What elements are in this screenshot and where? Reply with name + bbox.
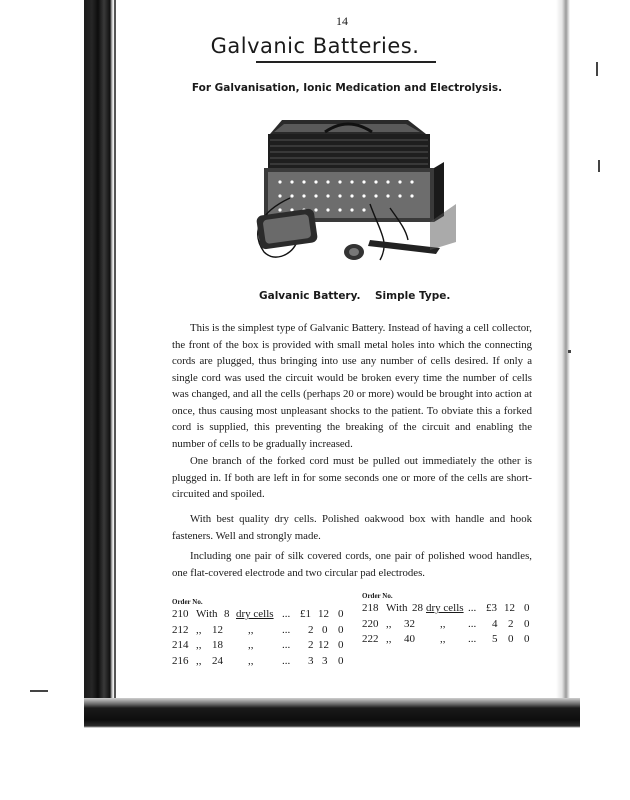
- order-number: 218: [362, 602, 379, 614]
- order-pounds: 5: [492, 633, 498, 645]
- order-count: 32: [404, 617, 415, 630]
- order-header: Order No.: [362, 592, 393, 600]
- order-count: 28: [412, 602, 423, 614]
- accessories-paragraph: Including one pair of silk covered cords, one pair of polished wood handles, one flat-covered electrode and two circular pad electrodes.: [172, 550, 532, 579]
- order-cells: dry cells: [426, 602, 464, 614]
- order-dots: ...: [282, 639, 291, 651]
- page-number: 14: [336, 14, 348, 28]
- order-dots: ...: [282, 623, 291, 636]
- order-pence: 0: [338, 654, 344, 667]
- order-with: ,,: [386, 633, 392, 645]
- order-pounds: £1: [300, 608, 311, 620]
- scan-left-rule: [114, 0, 116, 712]
- order-row: [172, 608, 362, 624]
- order-pence: 0: [338, 639, 344, 651]
- order-pence: 0: [524, 617, 530, 630]
- order-cells: ,,: [248, 654, 254, 667]
- order-with: With: [196, 608, 218, 620]
- illustration-caption-left: Galvanic Battery.: [259, 290, 361, 302]
- scan-mark: [30, 690, 48, 692]
- order-header: Order No.: [172, 598, 203, 606]
- order-row: [362, 618, 542, 634]
- order-with: ,,: [196, 623, 202, 636]
- order-shillings: 12: [318, 608, 329, 620]
- order-count: 24: [212, 654, 223, 667]
- title-underline: [256, 61, 436, 63]
- galvanic-battery-illustration: [230, 112, 460, 272]
- page-subtitle: For Galvanisation, Ionic Medication and Electrolysis.: [191, 82, 503, 94]
- order-count: 18: [212, 639, 223, 651]
- order-pounds: £3: [486, 602, 497, 614]
- order-shillings: 12: [318, 639, 329, 651]
- order-with: ,,: [196, 639, 202, 651]
- order-table-left: [172, 598, 362, 670]
- order-with: ,,: [386, 617, 392, 630]
- order-dots: ...: [468, 617, 477, 630]
- order-pence: 0: [338, 623, 344, 636]
- order-row: [362, 633, 542, 649]
- order-number: 222: [362, 633, 379, 645]
- order-shillings: 12: [504, 602, 515, 614]
- scan-mark: [598, 160, 600, 172]
- order-count: 12: [212, 623, 223, 636]
- description-paragraph: This is the simplest type of Galvanic Battery. Instead of having a cell collector, the front of the box is provided with small metal holes into which the connecting cords are plugged, thus bringing into use any number of cells desired. If only a single cord was used the circuit would be broken every time the number of cells was changed, and all the cells (perhaps 20 or more) would be brought into action at once, thus causing most unpleasant shocks to the patient. To obviate this a forked cord is supplied, this preventing the breaking of the circuit and enabling the number of cells to be gradually increased.: [172, 322, 532, 450]
- order-row: [172, 655, 362, 671]
- order-pounds: 2: [308, 623, 314, 636]
- order-count: 8: [224, 608, 230, 620]
- order-dots: ...: [282, 654, 291, 667]
- order-shillings: 3: [322, 654, 328, 667]
- order-cells: ,,: [248, 623, 254, 636]
- page-title: Galvanic Batteries.: [210, 34, 420, 58]
- order-number: 216: [172, 654, 189, 667]
- scan-mark: [568, 350, 571, 353]
- order-pounds: 2: [308, 639, 314, 651]
- order-cells: ,,: [440, 633, 446, 645]
- order-pence: 0: [524, 602, 530, 614]
- order-pounds: 4: [492, 617, 498, 630]
- order-table-right: [362, 592, 542, 649]
- order-shillings: 0: [322, 623, 328, 636]
- order-row: [362, 602, 542, 618]
- order-row: [172, 639, 362, 655]
- order-dots: ...: [468, 602, 477, 614]
- scan-mark: [596, 62, 598, 76]
- order-cells: dry cells: [236, 608, 274, 620]
- order-with: ,,: [196, 654, 202, 667]
- illustration-caption-right: Simple Type.: [375, 290, 451, 302]
- order-row: [172, 624, 362, 640]
- order-pence: 0: [524, 633, 530, 645]
- order-number: 220: [362, 617, 379, 630]
- order-cells: ,,: [248, 639, 254, 651]
- order-with: With: [386, 602, 408, 614]
- warning-paragraph: One branch of the forked cord must be pulled out immediately the other is plugged in. If both are left in for some seconds one or more of the cells are short-circuited and spoiled.: [172, 455, 532, 500]
- order-pounds: 3: [308, 654, 314, 667]
- order-number: 210: [172, 608, 189, 620]
- construction-paragraph: With best quality dry cells. Polished oakwood box with handle and hook fasteners. Well and strongly made.: [172, 513, 532, 542]
- order-number: 212: [172, 623, 189, 636]
- order-shillings: 0: [508, 633, 514, 645]
- order-pence: 0: [338, 608, 344, 620]
- order-count: 40: [404, 633, 415, 645]
- order-number: 214: [172, 639, 189, 651]
- scan-left-border: [84, 0, 114, 712]
- order-dots: ...: [282, 608, 291, 620]
- scan-right-edge: [556, 0, 570, 712]
- order-cells: ,,: [440, 617, 446, 630]
- order-shillings: 2: [508, 617, 514, 630]
- order-dots: ...: [468, 633, 477, 645]
- scan-bottom-border: [84, 698, 580, 728]
